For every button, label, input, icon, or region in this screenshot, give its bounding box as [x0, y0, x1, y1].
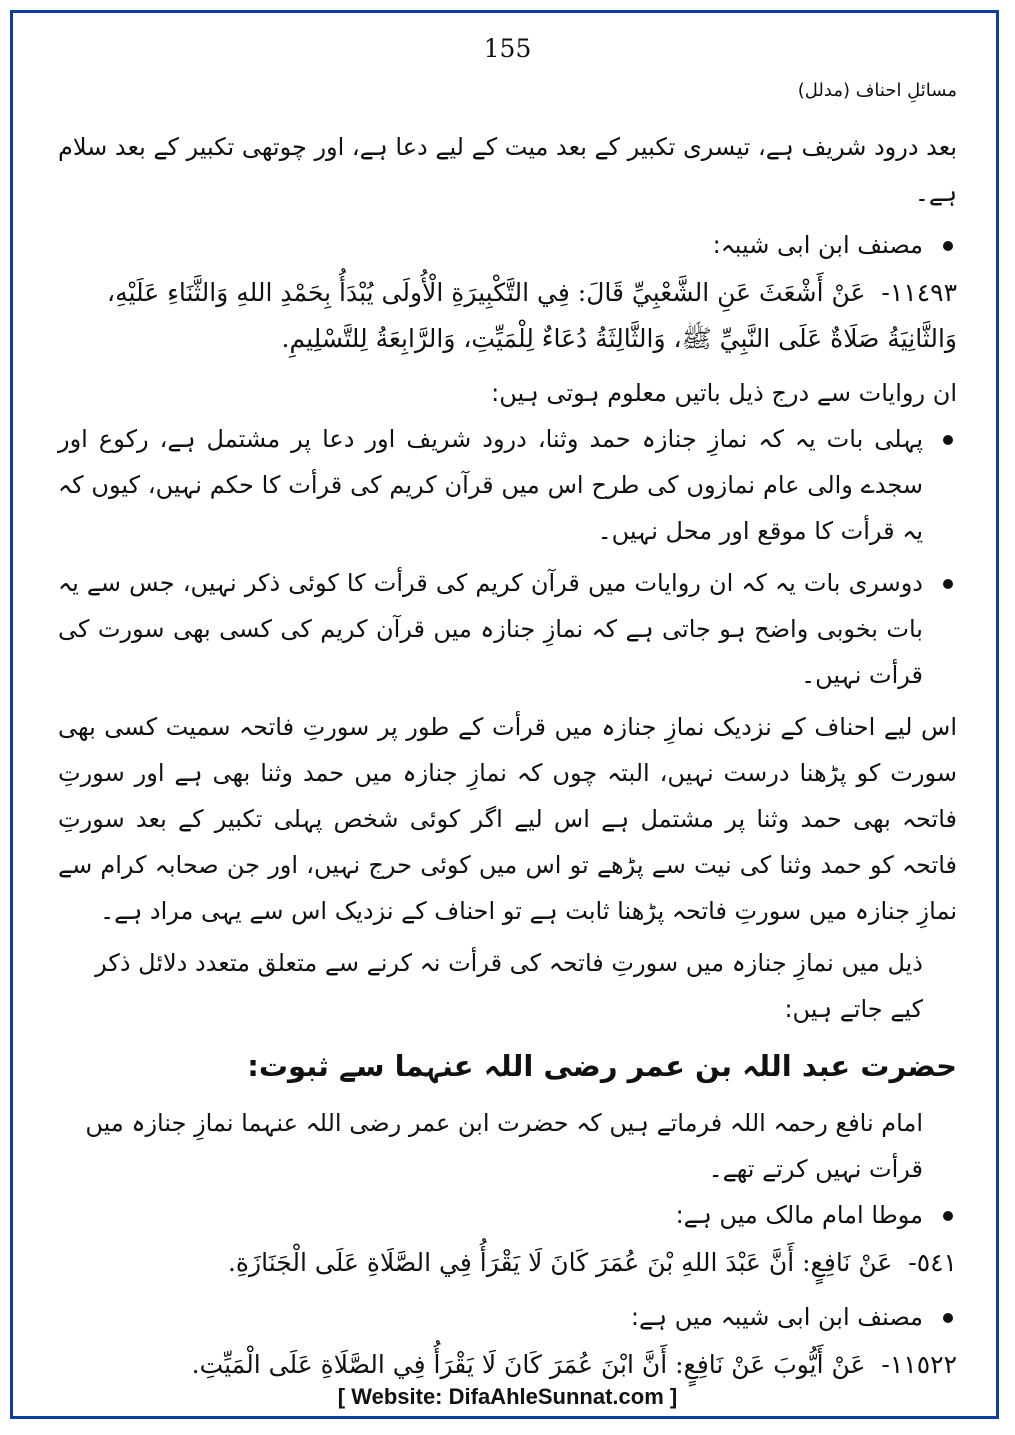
hadith-text: عَنْ نَافِعٍ: أَنَّ عَبْدَ اللهِ بْنَ عُمَرَ كَانَ لَا يَقْرَأُ فِي الصَّلَاةِ عَلَى الْجَنَازَةِ.	[227, 1248, 893, 1277]
point-first	[58, 416, 957, 554]
website-footer: [ Website: DifaAhleSunnat.com ]	[337, 1384, 678, 1409]
page-number: 155	[483, 34, 532, 63]
source-label-muwatta	[58, 1192, 957, 1238]
evidence-intro: ذیل میں نمازِ جنازہ میں سورتِ فاتحہ کی قرأت نہ کرنے سے متعلق متعدد دلائل ذکر کیے جاتے ہیں:	[95, 949, 923, 1023]
source-label-musannaf-2	[58, 1294, 957, 1340]
hadith-number: ١١٥٢٢-	[881, 1350, 957, 1379]
point-second-text: دوسری بات یہ کہ ان روایات میں قرآن کریم کی قرأت کا کوئی ذکر نہیں، جس سے یہ بات بخوبی واضح ہو جاتی ہے کہ نمازِ جنازہ میں قرآن کریم کی کسی بھی سورت کی قرأت نہیں۔	[58, 569, 923, 689]
nafi-paragraph: امام نافع رحمہ اللہ فرماتے ہیں کہ حضرت ابن عمر رضی اللہ عنہما نمازِ جنازہ میں قرأت نہیں کرتے تھے۔	[85, 1109, 923, 1183]
point-second	[58, 560, 957, 698]
ruling-paragraph: اس لیے احناف کے نزدیک نمازِ جنازہ میں قرأت کے طور پر سورتِ فاتحہ سمیت کسی بھی سورت کو پڑھنا درست نہیں، البتہ چوں کہ نمازِ جنازہ میں حمد وثنا بھی ہے اور سورتِ فاتحہ بھی حمد وثنا پر مشتمل ہے اس لیے اگر کوئی شخص پہلی تکبیر کے بعد سورتِ فاتحہ کو حمد وثنا کی نیت سے پڑھے تو اس میں کوئی حرج نہیں، اور جن صحابہ کرام سے نمازِ جنازہ میں سورتِ فاتحہ پڑھنا ثابت ہے تو احناف کے نزدیک اس سے یہی مراد ہے۔	[58, 713, 957, 925]
intro-paragraph: بعد درود شریف ہے، تیسری تکبیر کے بعد میت کے لیے دعا ہے، اور چوتھی تکبیر کے بعد سلام ہے۔	[58, 133, 957, 207]
hadith-text: عَنْ أَيُّوبَ عَنْ نَافِعٍ: أَنَّ ابْنَ عُمَرَ كَانَ لَا يَقْرَأُ فِي الصَّلَاةِ عَلَى الْمَيِّتِ.	[191, 1350, 866, 1379]
bullet-icon	[943, 1211, 953, 1221]
hadith-11493	[58, 270, 957, 362]
source-label-text: مصنف ابن ابی شیبہ میں ہے:	[630, 1303, 923, 1331]
page-content	[58, 124, 957, 1390]
bullet-icon	[943, 435, 953, 445]
derived-points-intro: ان روایات سے درج ذیل باتیں معلوم ہوتی ہیں:	[491, 379, 957, 407]
hadith-541	[58, 1240, 957, 1286]
running-head: مسائلِ احناف (مدلل)	[797, 80, 957, 101]
bullet-icon	[943, 1313, 953, 1323]
source-label-text: مصنف ابن ابی شیبہ:	[712, 231, 923, 259]
point-first-text: پہلی بات یہ کہ نمازِ جنازہ حمد وثنا، درود شریف اور دعا پر مشتمل ہے، رکوع اور سجدے والی عام نمازوں کی طرح اس میں قرآن کریم کی قرأت کا حکم نہیں، کیوں کہ یہ قرأت کا موقع اور محل نہیں۔	[58, 425, 923, 545]
hadith-number: ٥٤١-	[908, 1248, 957, 1277]
hadith-11522	[58, 1342, 957, 1388]
source-label-text: موطا امام مالک میں ہے:	[675, 1201, 923, 1229]
source-label-musannaf	[58, 222, 957, 268]
hadith-number: ١١٤٩٣-	[881, 278, 957, 307]
section-heading: حضرت عبد اللہ بن عمر رضی اللہ عنہما سے ثبوت:	[247, 1049, 957, 1083]
bullet-icon	[943, 579, 953, 589]
hadith-text: عَنْ أَشْعَثَ عَنِ الشَّعْبِيِّ قَالَ: فِي التَّكْبِيرَةِ الْأُولَى يُبْدَأُ بِحَمْدِ اللهِ وَالثَّنَاءِ عَلَيْهِ، وَالثَّانِيَةُ صَلَاةٌ عَلَى النَّبِيِّ ﷺ، وَالثَّالِثَةُ دُعَاءٌ لِلْمَيِّتِ، وَالرَّابِعَةُ لِلتَّسْلِيمِ.	[107, 278, 957, 353]
bullet-icon	[943, 241, 953, 251]
